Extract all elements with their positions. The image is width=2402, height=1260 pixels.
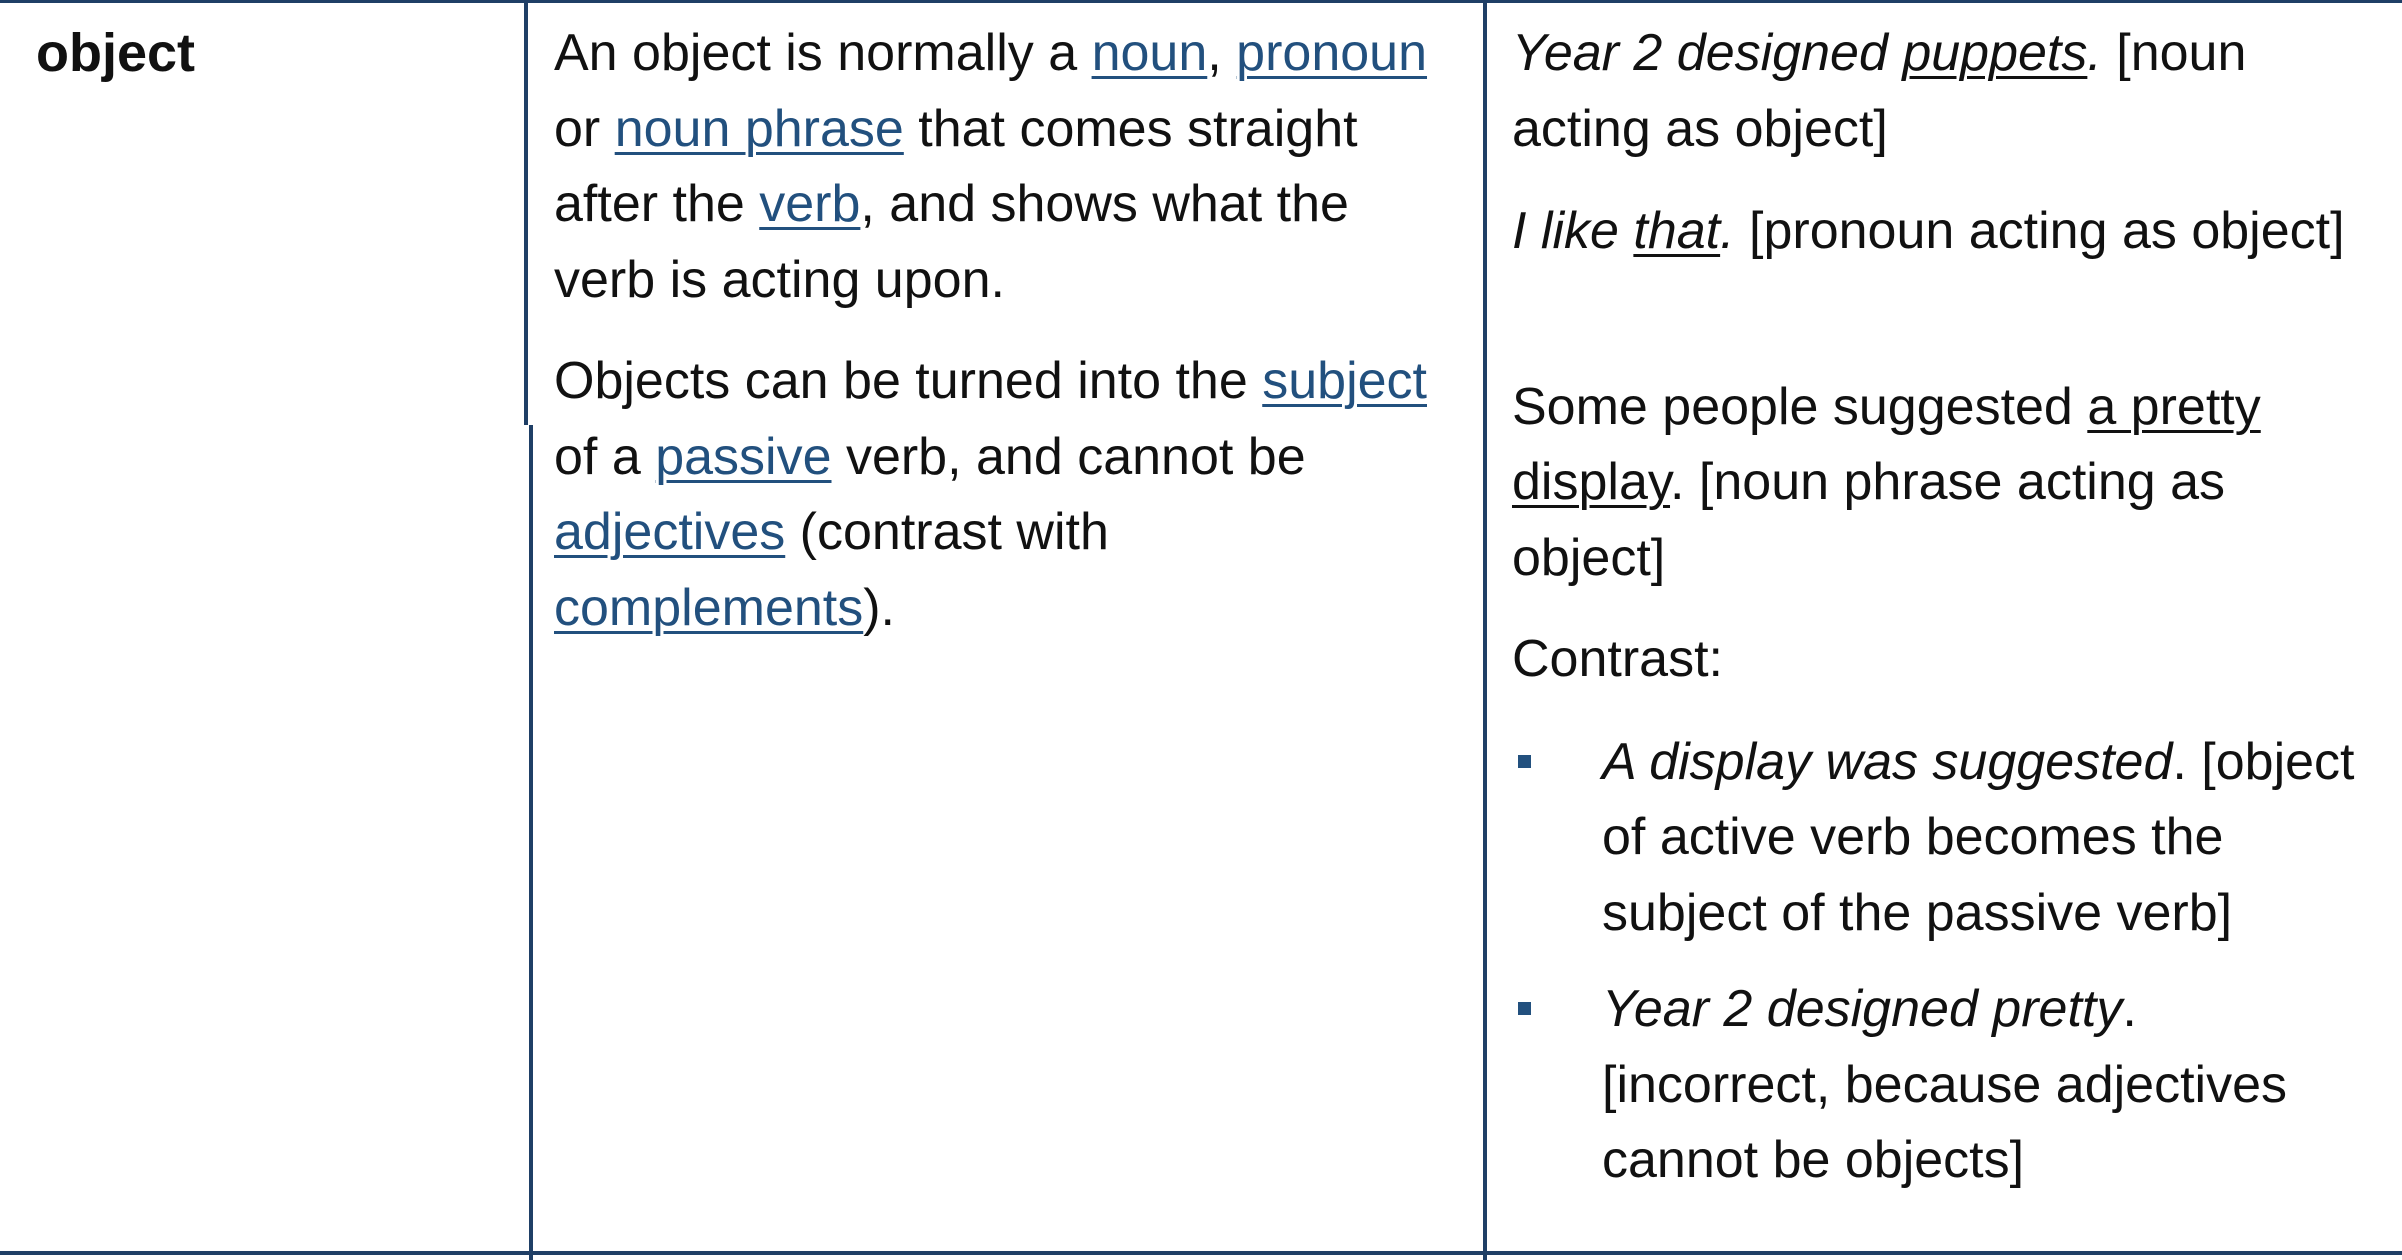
definition-text: (contrast with	[785, 503, 1109, 561]
example-text: . [noun phrase acting as object]	[1512, 453, 2226, 587]
definition-text: or	[554, 99, 615, 158]
example-italic: I like	[1512, 202, 1634, 260]
definition-text: ).	[863, 578, 895, 637]
definition-paragraph-2	[554, 344, 1454, 646]
definition-text: ,	[1207, 24, 1237, 82]
examples-cell	[1512, 16, 2372, 1199]
contrast-label: Contrast:	[1512, 630, 1723, 688]
example-3	[1512, 370, 2372, 597]
definition-cell	[554, 16, 1454, 646]
definition-text: that comes straight after the	[554, 99, 1358, 233]
example-object-underlined: a pretty display	[1512, 377, 2261, 511]
square-bullet-icon	[1518, 755, 1531, 768]
link-noun-phrase[interactable]: noun phrase	[614, 99, 904, 158]
contrast-example-italic: A display was suggested	[1602, 732, 2173, 791]
definition-text: of a	[554, 427, 656, 486]
example-italic: Year 2 designed	[1512, 24, 1903, 82]
example-object-underlined: puppets	[1902, 24, 2088, 82]
example-object-underlined: that	[1633, 202, 1721, 260]
definition-text: Objects can be turned into the	[554, 352, 1263, 410]
definition-paragraph-1	[554, 16, 1454, 318]
contrast-example-note: . [object of active verb becomes the subject of the passive verb]	[1602, 732, 2355, 942]
contrast-list	[1512, 725, 2372, 1199]
column-divider-left-lower	[529, 425, 533, 1260]
example-1	[1512, 16, 2372, 167]
link-adjectives[interactable]: adjectives	[554, 503, 786, 561]
definition-text: An object is normally a	[554, 24, 1092, 82]
contrast-example-italic: Year 2 designed pretty	[1602, 980, 2123, 1038]
definition-text: , and shows what the verb is acting upon.	[554, 175, 1349, 309]
table-bottom-border	[0, 1251, 2402, 1255]
example-italic: .	[1720, 202, 1735, 260]
table-top-border	[0, 0, 2402, 3]
link-noun[interactable]: noun	[1091, 24, 1208, 82]
link-passive[interactable]: passive	[655, 427, 832, 486]
example-2	[1512, 194, 2372, 270]
square-bullet-icon	[1518, 1002, 1531, 1015]
link-verb[interactable]: verb	[759, 175, 861, 233]
link-pronoun[interactable]: pronoun	[1236, 24, 1428, 82]
example-note: [pronoun acting as object]	[1734, 202, 2345, 260]
term-label: object	[36, 23, 196, 83]
list-item	[1512, 972, 2372, 1199]
example-text: Some people suggested	[1512, 377, 2088, 436]
example-italic: .	[2087, 24, 2102, 82]
list-item	[1512, 725, 2372, 952]
link-complements[interactable]: complements	[554, 578, 864, 637]
column-divider-right	[1483, 0, 1487, 1260]
contrast-example-note: . [incorrect, because adjectives cannot be objects]	[1602, 980, 2288, 1189]
definition-text: verb, and cannot be	[831, 427, 1306, 486]
term-cell	[36, 16, 195, 90]
example-note: [noun acting as object]	[1512, 24, 2247, 158]
column-divider-left-upper	[524, 0, 528, 425]
link-subject[interactable]: subject	[1262, 352, 1427, 410]
